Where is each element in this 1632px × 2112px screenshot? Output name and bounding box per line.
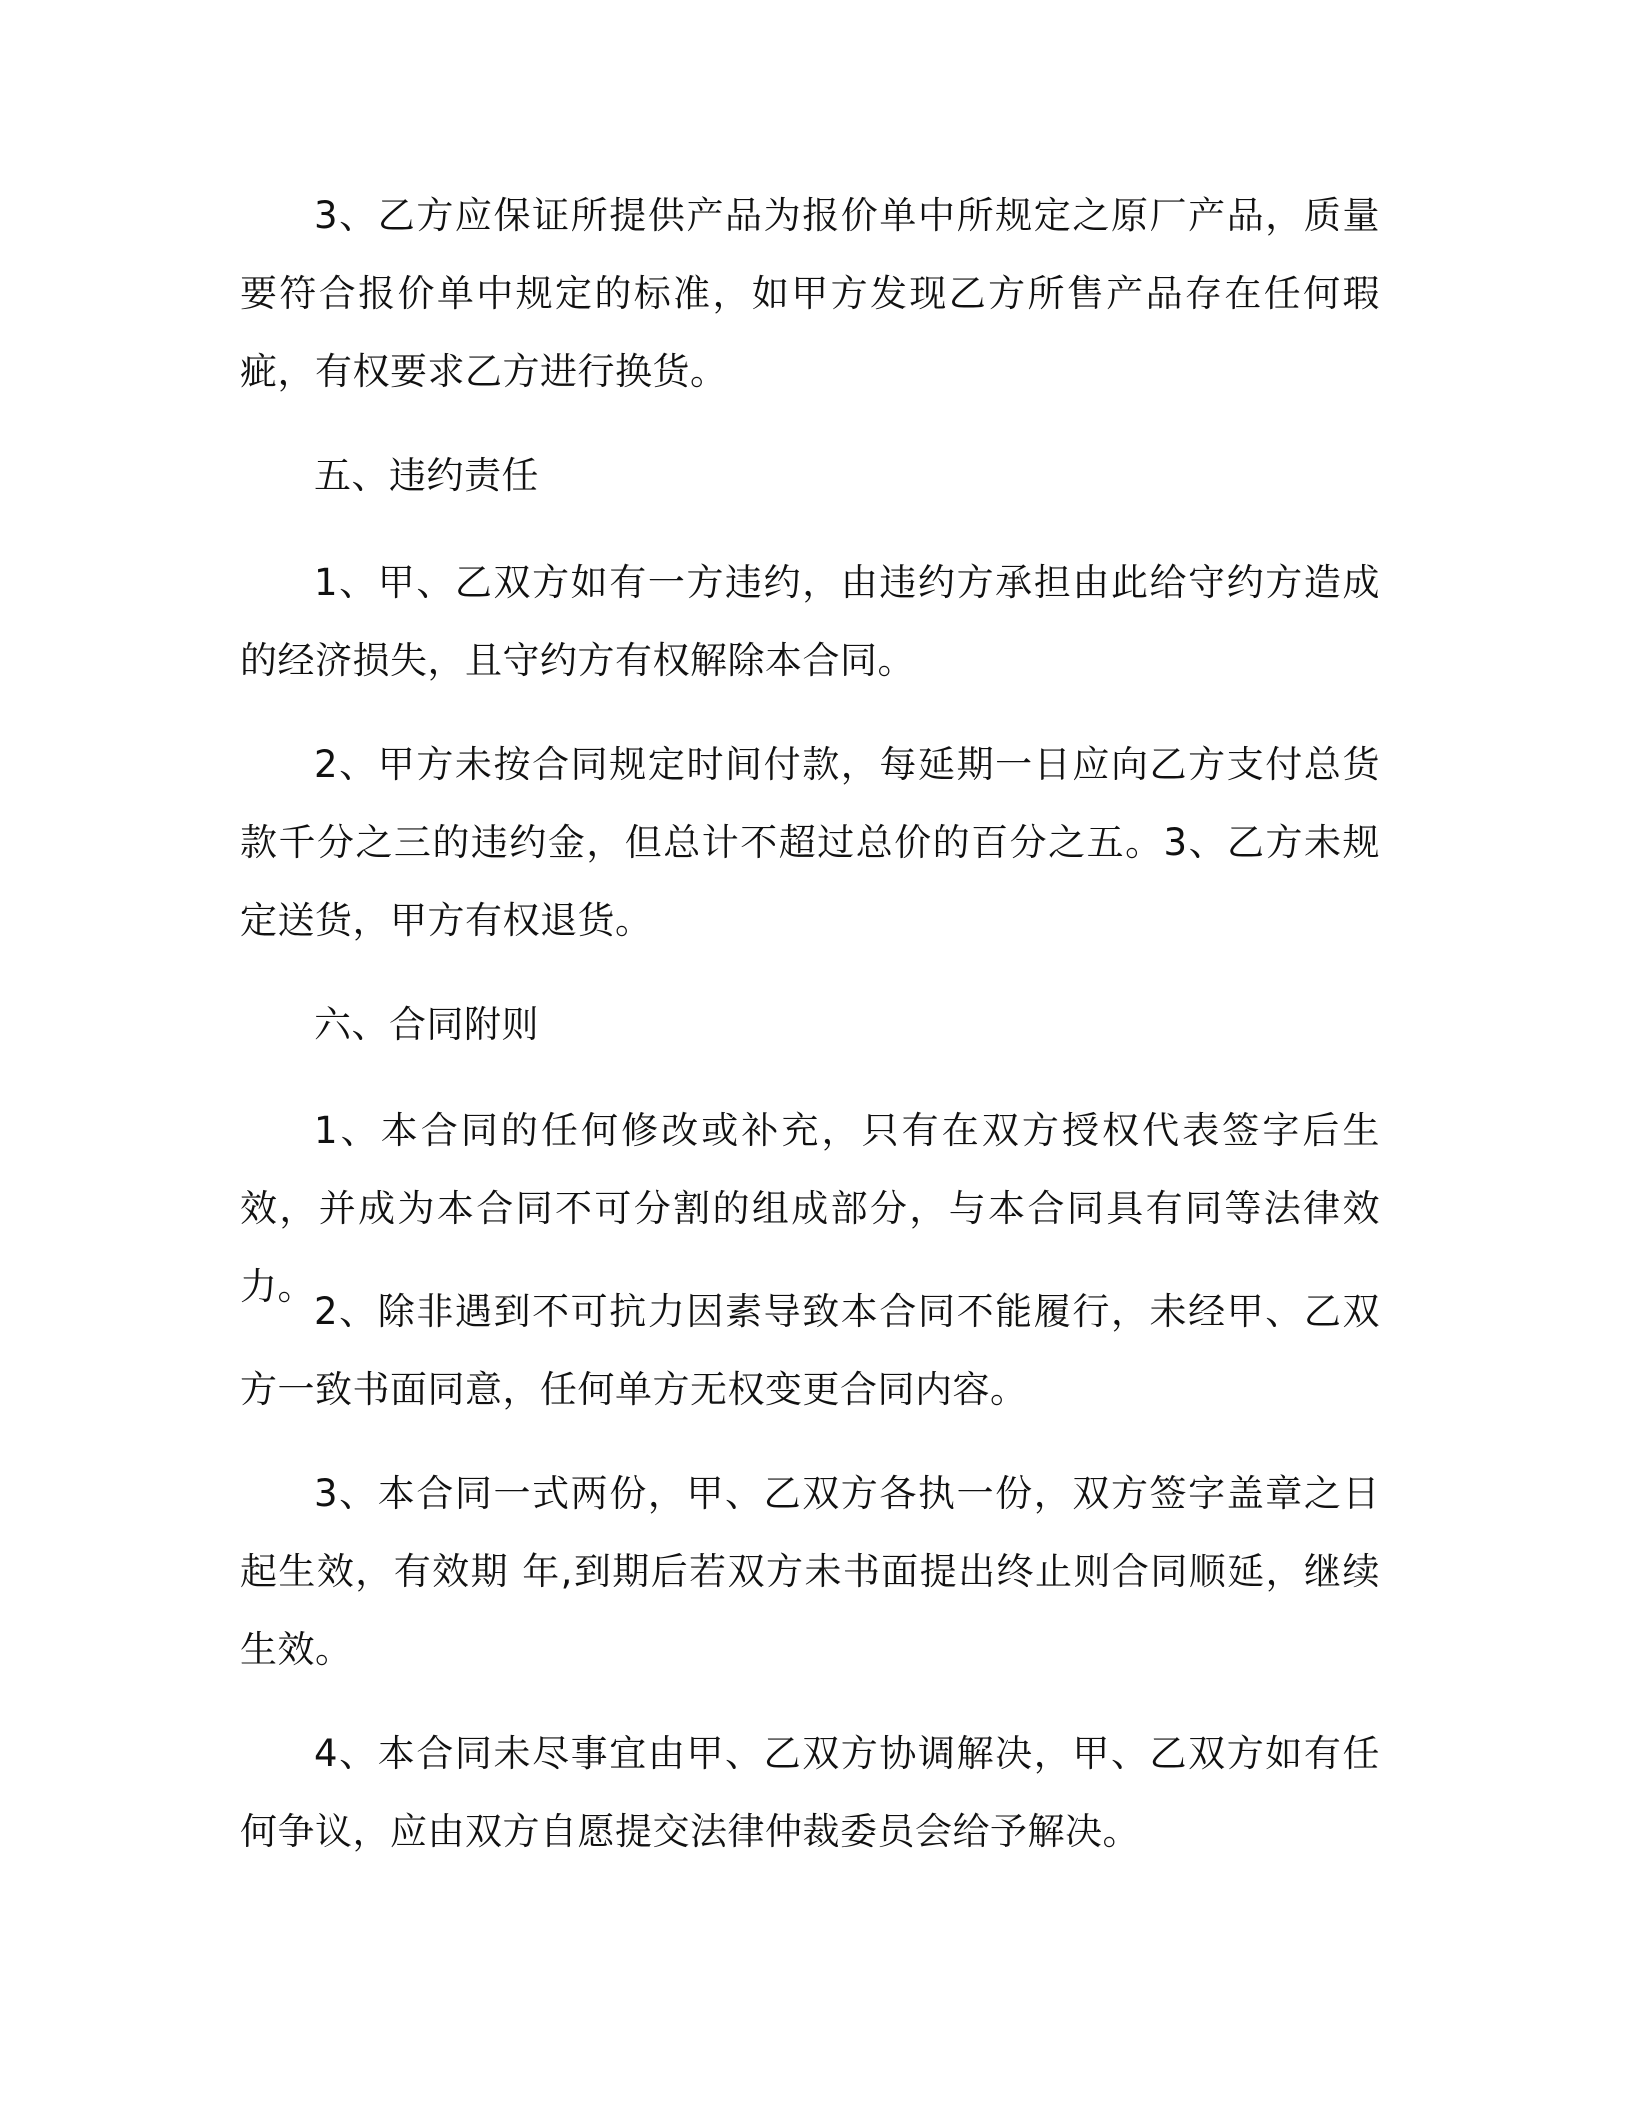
clause-breach-loss: 1、甲、乙双方如有一方违约，由违约方承担由此给守约方造成的经济损失，且守约方有权解除本合同。 [240, 561, 1380, 682]
clause-dispute-resolution: 4、本合同未尽事宜由甲、乙双方协调解决，甲、乙双方如有任何争议，应由双方自愿提交法律仲裁委员会给予解决。 [240, 1732, 1380, 1853]
section-heading-liability: 五、违约责任 [314, 454, 539, 497]
clause-amendment: 1、本合同的任何修改或补充，只有在双方授权代表签字后生效，并成为本合同不可分割的组成部分，与本合同具有同等法律效力。 [240, 1109, 1380, 1308]
section-heading-supplementary: 六、合同附则 [314, 1003, 539, 1046]
clause-copies-validity: 3、本合同一式两份，甲、乙双方各执一份，双方签字盖章之日起生效，有效期 年,到期后若双方未书面提出终止则合同顺延，继续生效。 [240, 1472, 1380, 1671]
clause-quality-exchange: 3、乙方应保证所提供产品为报价单中所规定之原厂产品，质量要符合报价单中规定的标准，如甲方发现乙方所售产品存在任何瑕疵，有权要求乙方进行换货。 [240, 194, 1380, 393]
clause-force-majeure: 2、除非遇到不可抗力因素导致本合同不能履行，未经甲、乙双方一致书面同意，任何单方无权变更合同内容。 [240, 1290, 1380, 1411]
clause-late-payment: 2、甲方未按合同规定时间付款，每延期一日应向乙方支付总货款千分之三的违约金，但总计不超过总价的百分之五。3、乙方未规定送货，甲方有权退货。 [240, 743, 1380, 942]
